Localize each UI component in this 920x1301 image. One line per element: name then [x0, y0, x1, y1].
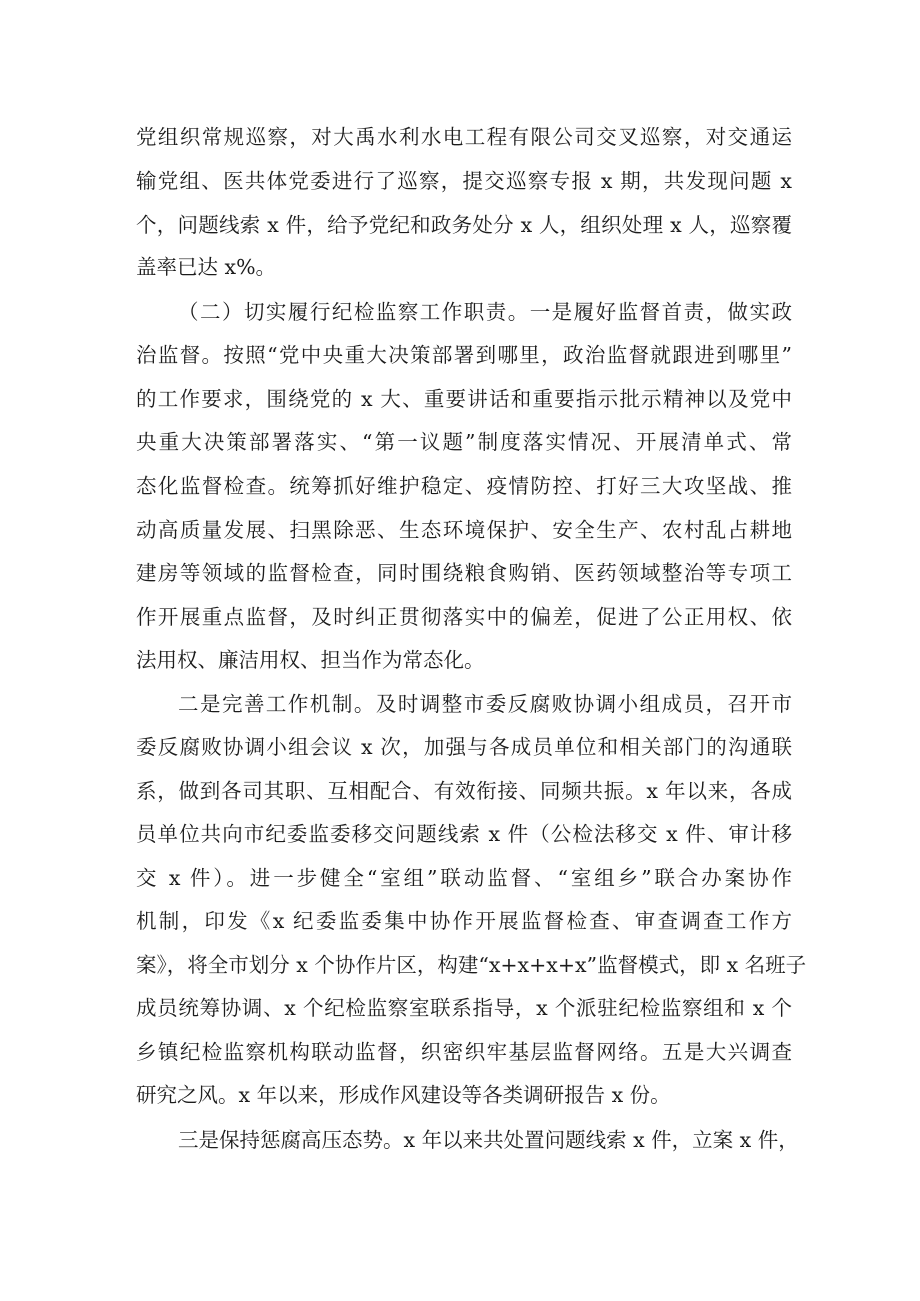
paragraph-line: 员单位共向市纪委监委移交问题线索 x 件（公检法移交 x 件、审计移: [136, 822, 792, 846]
paragraph-line: 个，问题线索 x 件，给予党纪和政务处分 x 人，组织处理 x 人，巡察覆: [136, 213, 792, 237]
paragraph-line: 三是保持惩腐高压态势。x 年以来共处置问题线索 x 件，立案 x 件，: [178, 1128, 799, 1152]
paragraph-line: 动高质量发展、扫黑除恶、生态环境保护、安全生产、农村乱占耕地: [136, 518, 792, 542]
paragraph-line: 二是完善工作机制。及时调整市委反腐败协调小组成员，召开市: [178, 692, 792, 716]
paragraph-line: 盖率已达 x%。: [136, 255, 277, 279]
paragraph-line: 态化监督检查。统筹抓好维护稳定、疫情防控、打好三大攻坚战、推: [136, 474, 792, 498]
paragraph-line: 央重大决策部署落实、“第一议题”制度落实情况、开展清单式、常: [136, 430, 792, 454]
paragraph-line: 治监督。按照“党中央重大决策部署到哪里，政治监督就跟进到哪里”: [136, 343, 792, 367]
paragraph-line: 建房等领域的监督检查，同时围绕粮食购销、医药领域整治等专项工: [136, 561, 792, 585]
paragraph-line: 作开展重点监督，及时纠正贯彻落实中的偏差，促进了公正用权、依: [136, 605, 792, 629]
paragraph-line: 交 x 件）。进一步健全“室组”联动监督、“室组乡”联合办案协作: [136, 866, 792, 890]
paragraph-line: 委反腐败协调小组会议 x 次，加强与各成员单位和相关部门的沟通联: [136, 735, 792, 759]
paragraph-line: 机制，印发《x 纪委监委集中协作开展监督检查、审查调查工作方: [136, 909, 792, 933]
paragraph-line: 研究之风。x 年以来，形成作风建设等各类调研报告 x 份。: [136, 1083, 671, 1107]
paragraph-line: 乡镇纪检监察机构联动监督，织密织牢基层监督网络。五是大兴调查: [136, 1040, 792, 1064]
paragraph-line: 法用权、廉洁用权、担当作为常态化。: [136, 648, 485, 672]
paragraph-line: 输党组、医共体党委进行了巡察，提交巡察专报 x 期，共发现问题 x: [136, 169, 792, 193]
paragraph-line: 党组织常规巡察，对大禹水利水电工程有限公司交叉巡察，对交通运: [136, 125, 792, 149]
paragraph-line: （二）切实履行纪检监察工作职责。一是履好监督首责，做实政: [178, 300, 792, 324]
paragraph-line: 案》，将全市划分 x 个协作片区，构建“x+x+x+x”监督模式，即 x 名班子: [136, 953, 807, 977]
paragraph-line: 的工作要求，围绕党的 x 大、重要讲话和重要指示批示精神以及党中: [136, 387, 792, 411]
paragraph-line: 成员统筹协调、x 个纪检监察室联系指导，x 个派驻纪检监察组和 x 个: [136, 996, 792, 1020]
paragraph-line: 系，做到各司其职、互相配合、有效衔接、同频共振。x 年以来，各成: [136, 779, 792, 803]
